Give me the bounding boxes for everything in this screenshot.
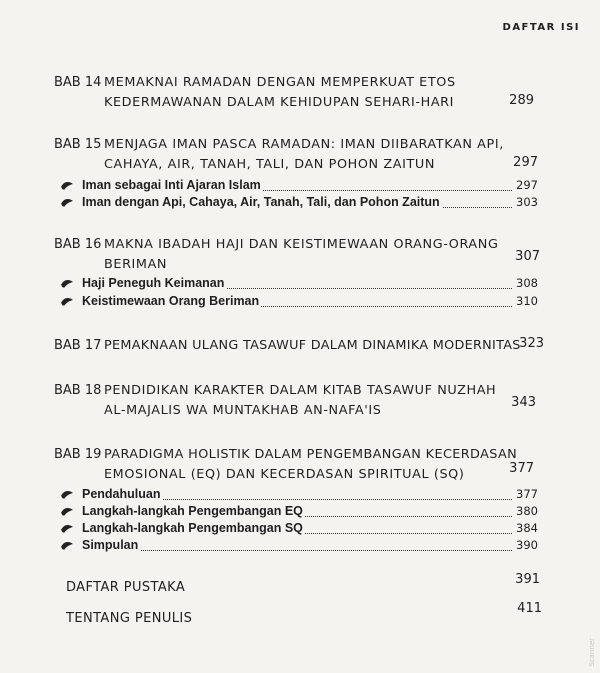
subsection-label: Simpulan bbox=[82, 538, 139, 552]
subsection-entry bbox=[82, 504, 538, 520]
end-matter-page-number: 411 bbox=[517, 601, 542, 616]
leaf-bullet-icon bbox=[60, 294, 74, 308]
chapter-code: BAB 19 bbox=[54, 447, 102, 462]
chapter-page-number: 343 bbox=[511, 395, 536, 410]
subsection-label: Iman dengan Api, Cahaya, Air, Tanah, Tali, dan Pohon Zaitun bbox=[82, 195, 440, 209]
leaf-bullet-icon bbox=[60, 487, 74, 501]
chapter-title-line: PEMAKNAAN ULANG TASAWUF DALAM DINAMIKA MODERNITAS bbox=[104, 338, 521, 353]
chapter-title-line: MEMAKNAI RAMADAN DENGAN MEMPERKUAT ETOS bbox=[104, 75, 456, 90]
subsection-page-number: 297 bbox=[516, 178, 538, 192]
chapter-page-number: 307 bbox=[515, 249, 540, 264]
chapter-code: BAB 16 bbox=[54, 237, 102, 252]
chapter-title-line: BERIMAN bbox=[104, 257, 168, 272]
chapter-code: BAB 17 bbox=[54, 338, 102, 353]
subsection-entry bbox=[82, 294, 538, 310]
subsection-entry bbox=[82, 521, 538, 537]
leaf-bullet-icon bbox=[60, 504, 74, 518]
subsection-label: Keistimewaan Orang Beriman bbox=[82, 294, 260, 308]
subsection-page-number: 390 bbox=[516, 538, 538, 552]
subsection-entry bbox=[82, 178, 538, 194]
dot-leader bbox=[82, 550, 512, 551]
subsection-entry bbox=[82, 487, 538, 503]
chapter-title-line: EMOSIONAL (EQ) DAN KECERDASAN SPIRITUAL (SQ) bbox=[104, 467, 465, 482]
end-matter-page-number: 391 bbox=[515, 572, 540, 587]
chapter-title-line: AL-MAJALIS WA MUNTAKHAB AN-NAFA'IS bbox=[104, 403, 382, 418]
chapter-code: BAB 14 bbox=[54, 75, 102, 90]
subsection-page-number: 380 bbox=[516, 504, 538, 518]
subsection-label: Iman sebagai Inti Ajaran Islam bbox=[82, 178, 261, 192]
chapter-code: BAB 15 bbox=[54, 137, 102, 152]
leaf-bullet-icon bbox=[60, 195, 74, 209]
chapter-code: BAB 18 bbox=[54, 383, 102, 398]
leaf-bullet-icon bbox=[60, 521, 74, 535]
subsection-entry bbox=[82, 195, 538, 211]
chapter-title-line: PENDIDIKAN KARAKTER DALAM KITAB TASAWUF NUZHAH bbox=[104, 383, 497, 398]
chapter-title-line: CAHAYA, AIR, TANAH, TALI, DAN POHON ZAITUN bbox=[104, 157, 436, 172]
leaf-bullet-icon bbox=[60, 178, 74, 192]
leaf-bullet-icon bbox=[60, 276, 74, 290]
chapter-title-line: PARADIGMA HOLISTIK DALAM PENGEMBANGAN KECERDASAN bbox=[104, 447, 518, 462]
subsection-page-number: 377 bbox=[516, 487, 538, 501]
chapter-page-number: 297 bbox=[513, 155, 538, 170]
leaf-bullet-icon bbox=[60, 538, 74, 552]
chapter-title-line: MENJAGA IMAN PASCA RAMADAN: IMAN DIIBARATKAN API, bbox=[104, 137, 504, 152]
chapter-page-number: 289 bbox=[509, 93, 534, 108]
chapter-title-line: MAKNA IBADAH HAJI DAN KEISTIMEWAAN ORANG-ORANG bbox=[104, 237, 499, 252]
subsection-entry bbox=[82, 276, 538, 292]
subsection-page-number: 310 bbox=[516, 294, 538, 308]
subsection-entry bbox=[82, 538, 538, 554]
subsection-page-number: 384 bbox=[516, 521, 538, 535]
chapter-page-number: 377 bbox=[509, 461, 534, 476]
end-matter-label: TENTANG PENULIS bbox=[66, 611, 193, 626]
end-matter-label: DAFTAR PUSTAKA bbox=[66, 580, 186, 595]
subsection-page-number: 303 bbox=[516, 195, 538, 209]
subsection-page-number: 308 bbox=[516, 276, 538, 290]
subsection-label: Langkah-langkah Pengembangan SQ bbox=[82, 521, 303, 535]
subsection-label: Haji Peneguh Keimanan bbox=[82, 276, 225, 290]
subsection-label: Langkah-langkah Pengembangan EQ bbox=[82, 504, 303, 518]
chapter-title-line: KEDERMAWANAN DALAM KEHIDUPAN SEHARI-HARI bbox=[104, 95, 455, 110]
subsection-label: Pendahuluan bbox=[82, 487, 161, 501]
scanner-watermark: Scanner bbox=[588, 638, 596, 667]
running-head: DAFTAR ISI bbox=[502, 22, 580, 33]
chapter-page-number: 323 bbox=[519, 336, 544, 351]
